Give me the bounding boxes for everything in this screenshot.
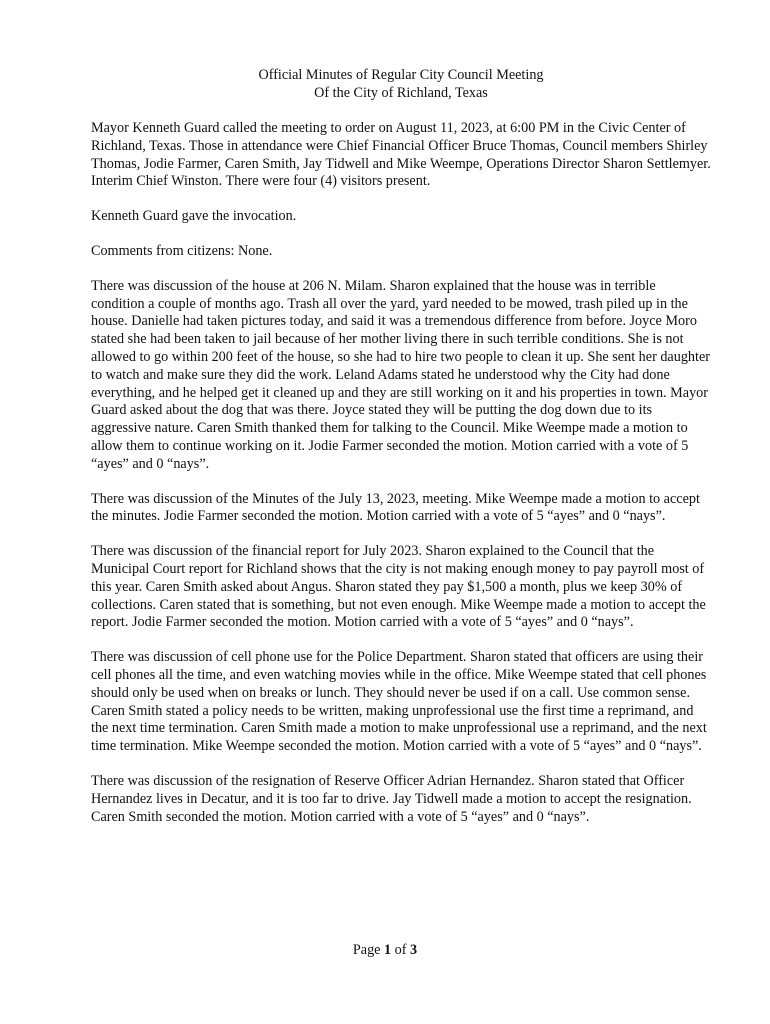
paragraph-financial-report: There was discussion of the financial report for July 2023. Sharon explained to the Council that the Municipal Court report for Richland shows that the city is not making enough money to pay payroll most of this year. Caren Smith asked about Angus. Sharon stated they pay $1,500 a month, plus we keep 30% of collections. Caren stated that is something, but not even enough. Mike Weempe made a motion to accept the report. Jodie Farmer seconded the motion. Motion carried with a vote of 5 “ayes” and 0 “nays”. — [91, 543, 706, 631]
paragraph-citizen-comments: Comments from citizens: None. — [91, 242, 273, 259]
page-total: 3 — [410, 942, 418, 958]
page-of: of — [391, 942, 411, 958]
paragraph-invocation: Kenneth Guard gave the invocation. — [91, 208, 297, 225]
title-line-2: Of the City of Richland, Texas — [314, 85, 488, 101]
page-footer — [0, 942, 770, 960]
paragraph-call-to-order: Mayor Kenneth Guard called the meeting to order on August 11, 2023, at 6:00 PM in the Civic Center of Richland, Texas. Those in attendance were Chief Financial Officer Bruce Thomas, Council members Shirley Thomas, Jodie Farmer, Caren Smith, Jay Tidwell and Mike Weempe, Operations Director Sharon Settlemyer. Interim Chief Winston. There were four (4) visitors present. — [91, 120, 711, 190]
page-prefix: Page — [352, 942, 385, 958]
title-line-1: Official Minutes of Regular City Council Meeting — [258, 67, 544, 83]
page-current: 1 — [384, 942, 392, 958]
paragraph-minutes-approval: There was discussion of the Minutes of the July 13, 2023, meeting. Mike Weempe made a motion to accept the minutes. Jodie Farmer seconded the motion. Motion carried with a vote of 5 “ayes” and 0 “nays”. — [91, 490, 700, 525]
paragraph-cell-phone-policy: There was discussion of cell phone use for the Police Department. Sharon stated that officers are using their cell phones all the time, and even watching movies while in the office. Mike Weempe stated that cell phones should only be used when on breaks or lunch. They should never be used if on a call. Use common sense. Caren Smith stated a policy needs to be written, making unprofessional use the first time a reprimand, and the next time termination. Caren Smith made a motion to make unprofessional use a reprimand, and the next time termination. Mike Weempe seconded the motion. Motion carried with a vote of 5 “ayes” and 0 “nays”. — [91, 649, 707, 755]
paragraph-milam-house: There was discussion of the house at 206 N. Milam. Sharon explained that the house was in terrible condition a couple of months ago. Trash all over the yard, yard needed to be mowed, trash piled up in the house. Danielle had taken pictures today, and said it was a tremendous difference from before. Joyce Moro stated she had been taken to jail because of her mother living there in such terrible conditions. She is not allowed to go within 200 feet of the house, so she had to hire two people to clean it up. She sent her daughter to watch and make sure they did the work. Leland Adams stated he understood why the City had done everything, and he helped get it cleaned up and they are still working on it and his properties in town. Mayor Guard asked about the dog that was there. Joyce stated they will be putting the dog down due to its aggressive nature. Caren Smith thanked them for talking to the Council. Mike Weempe made a motion to allow them to continue working on it. Jodie Farmer seconded the motion. Motion carried with a vote of 5 “ayes” and 0 “nays”. — [91, 277, 710, 472]
document-page — [91, 66, 711, 843]
document-title — [91, 66, 711, 102]
paragraph-officer-resignation: There was discussion of the resignation of Reserve Officer Adrian Hernandez. Sharon stated that Officer Hernandez lives in Decatur, and it is too far to drive. Jay Tidwell made a motion to accept the resignation. Caren Smith seconded the motion. Motion carried with a vote of 5 “ayes” and 0 “nays”. — [91, 772, 692, 825]
